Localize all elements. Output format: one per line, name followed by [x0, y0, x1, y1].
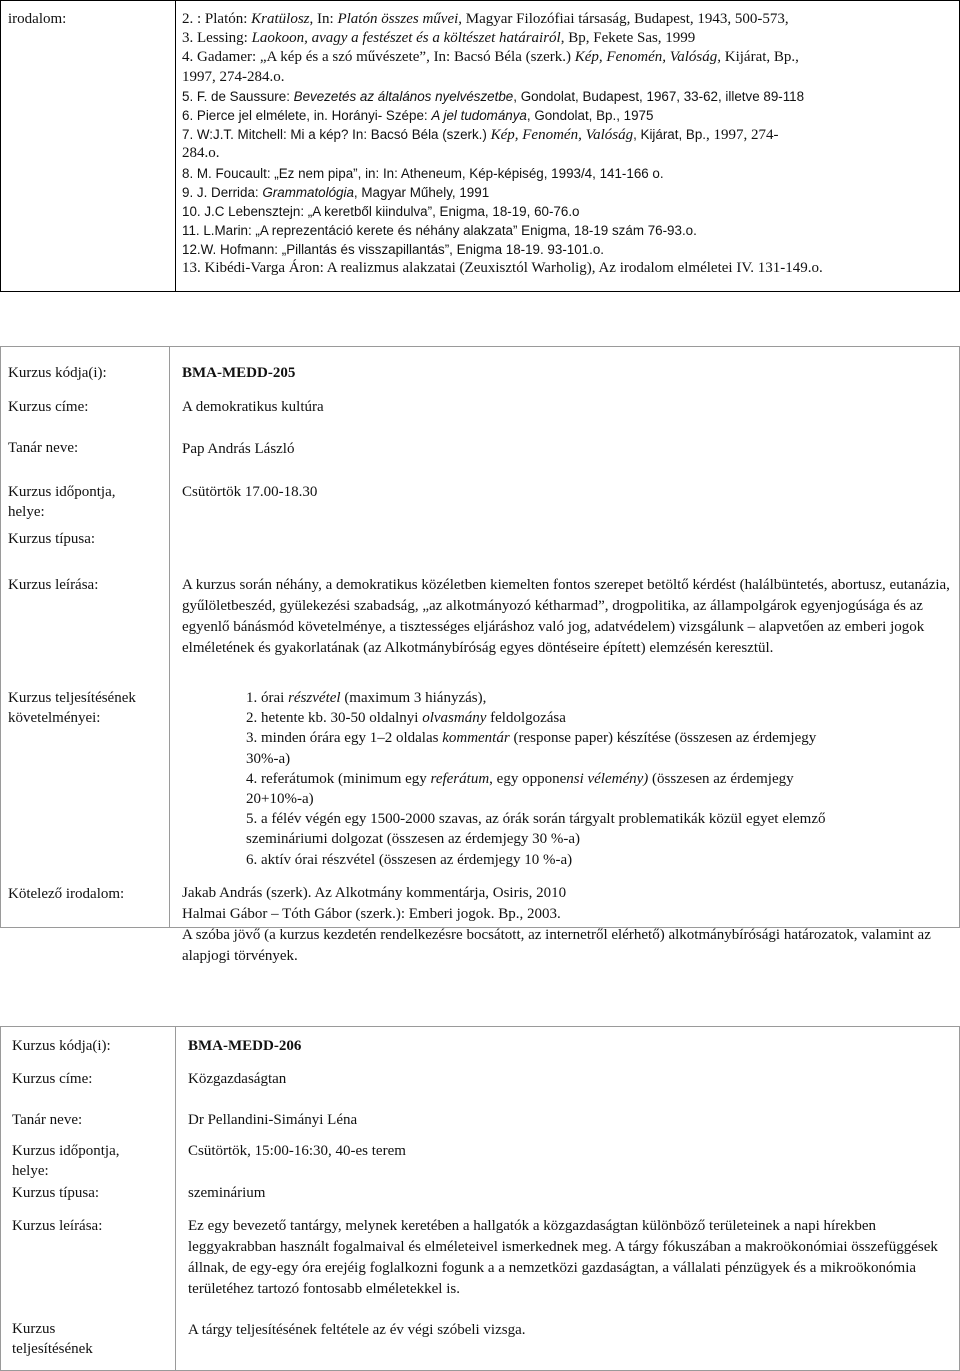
- column-divider: [175, 1027, 176, 1370]
- course-time: Csütörtök, 15:00-16:30, 40-es terem: [188, 1143, 406, 1159]
- requirement-item: 3. minden órára egy 1–2 oldalas kommentár (response paper) készítése (összesen az érdemjegy: [246, 730, 817, 747]
- teacher-label: Tanár neve:: [12, 1112, 83, 1128]
- literature-item: 7. W:J.T. Mitchell: Mi a kép? In: Bacsó Béla (szerk.) Kép, Fenomén, Valóság, Kijárat, Bp., 1997, 274-: [182, 127, 779, 144]
- course-title: Közgazdaságtan: [188, 1071, 287, 1087]
- required-literature: [182, 883, 952, 967]
- literature-item: 8. M. Foucault: „Ez nem pipa”, in: In: Atheneum, Kép-képiség, 1993/4, 141-166 o.: [182, 165, 664, 181]
- literature-table: [0, 0, 960, 292]
- literature-item: 284.o.: [182, 145, 220, 162]
- column-divider: [175, 1, 176, 291]
- time-label: Kurzus időpontja, helye:: [8, 484, 116, 520]
- requirement-item: 20+10%-a): [246, 791, 314, 808]
- requirement-item: 30%-a): [246, 750, 291, 767]
- column-divider: [169, 347, 170, 927]
- requirement-item: 6. aktív órai részvétel (összesen az érdemjegy 10 %-a): [246, 851, 573, 868]
- course-time: Csütörtök 17.00-18.30: [182, 484, 318, 500]
- teacher-name: Dr Pellandini-Simányi Léna: [188, 1112, 358, 1128]
- literature-item: 6. Pierce jel elmélete, in. Horányi- Szépe: A jel tudománya, Gondolat, Bp., 1975: [182, 107, 654, 123]
- course-table-2: [0, 1026, 960, 1371]
- requirement-item: 4. referátumok (minimum egy referátum, egy opponensi vélemény) (összesen az érdemjegy: [246, 770, 794, 787]
- literature-list: [182, 10, 955, 279]
- course-code-label: Kurzus kódja(i):: [8, 365, 107, 381]
- course-code-label: Kurzus kódja(i):: [12, 1038, 111, 1054]
- course-type: szeminárium: [188, 1185, 266, 1201]
- literature-item: 3. Lessing: Laokoon, avagy a festészet és a költészet határairól, Bp, Fekete Sas, 1999: [182, 30, 696, 47]
- course-code: BMA-MEDD-205: [182, 365, 296, 381]
- literature-item: 2. : Platón: Kratülosz, In: Platón összes művei, Magyar Filozófiai társaság, Budapest, 1943, 500-573,: [182, 11, 789, 27]
- literature-label: irodalom:: [8, 11, 67, 27]
- description-label: Kurzus leírása:: [8, 577, 99, 593]
- literature-item: 1997, 274-284.o.: [182, 68, 285, 85]
- course-description: Ez egy bevezető tantárgy, melynek keretében a hallgatók a közgazdaságtan különböző területeinek a napi hírekben leggyakrabban használt fogalmaival és elméleteivel ismerkednek meg. A tárgy fókuszában a makroökonómiai összefüggések állnak, de egy-egy óra erejéig foglalkozni fogunk a a nemzetközi gazdaságtan, a vállalati pénzügyek és a mikroökonómia területéhez tartozó fontosabb elméletekkel is.: [188, 1218, 938, 1297]
- course-title-label: Kurzus címe:: [12, 1071, 93, 1087]
- teacher-label: Tanár neve:: [8, 440, 79, 456]
- course-requirement: A tárgy teljesítésének feltétele az év végi szóbeli vizsga.: [188, 1322, 526, 1338]
- requirement-item: 2. hetente kb. 30-50 oldalnyi olvasmány feldolgozása: [246, 710, 566, 727]
- course-description: A kurzus során néhány, a demokratikus közéletben kiemelten fontos szerepet betöltő kérdést (halálbüntetés, abortusz, eutanázia, gyűlöletbeszéd, gyülekezési szabadság, „az alkotmányozó kétharmad”, drogpolitika, az állampolgárok egyenjogúsága és az egyenlő bánásmód követelménye, a tisztességes eljáráshoz való jog, adatvédelem) vizsgálunk – alapvetően az emberi jogok elméletének és gyakorlatának (az Alkotmánybíróság egyes döntéseire épített) elemzésén keresztül.: [182, 577, 950, 656]
- requirements-label: Kurzus teljesítésének követelményei:: [8, 690, 136, 726]
- time-label: Kurzus időpontja, helye:: [12, 1143, 120, 1179]
- literature-item: 9. J. Derrida: Grammatológia, Magyar Műhely, 1991: [182, 184, 490, 200]
- description-label: Kurzus leírása:: [12, 1218, 103, 1234]
- course-title-label: Kurzus címe:: [8, 399, 89, 415]
- requirement-item: szemináriumi dolgozat (összesen az érdemjegy 30 %-a): [246, 831, 581, 848]
- requirements-list: [246, 688, 946, 870]
- literature-item: 12.W. Hofmann: „Pillantás és visszapillantás”, Enigma 18-19. 93-101.o.: [182, 242, 605, 258]
- literature-entry: A szóba jövő (a kurzus kezdetén rendelkezésre bocsátott, az internetről elérhető) alkotmánybírósági határozatok, valamint az alapjogi törvények.: [182, 927, 931, 964]
- literature-item: 5. F. de Saussure: Bevezetés az általános nyelvészetbe, Gondolat, Budapest, 1967, 33-62, illetve 89-118: [182, 88, 805, 104]
- literature-entry: Jakab András (szerk). Az Alkotmány kommentárja, Osiris, 2010: [182, 885, 567, 901]
- requirements-label: Kurzus teljesítésének: [12, 1321, 93, 1357]
- type-label: Kurzus típusa:: [8, 531, 96, 547]
- literature-entry: Halmai Gábor – Tóth Gábor (szerk.): Emberi jogok. Bp., 2003.: [182, 906, 561, 922]
- course-table-1: [0, 346, 960, 964]
- type-label: Kurzus típusa:: [12, 1185, 100, 1201]
- requirement-item: 1. órai részvétel (maximum 3 hiányzás),: [246, 690, 487, 706]
- course-title: A demokratikus kultúra: [182, 399, 324, 415]
- course-code: BMA-MEDD-206: [188, 1038, 302, 1054]
- literature-label: Kötelező irodalom:: [8, 886, 125, 902]
- teacher-name: Pap András László: [182, 441, 295, 457]
- requirement-item: 5. a félév végén egy 1500-2000 szavas, az órák során tárgyalt problematikák közül egyet elemző: [246, 811, 826, 828]
- literature-item: 10. J.C Lebensztejn: „A keretből kiindulva”, Enigma, 18-19, 60-76.o: [182, 203, 580, 219]
- literature-item: 13. Kibédi-Varga Áron: A realizmus alakzatai (Zeuxisztól Warholig), Az irodalom elméletei IV. 131-149.o.: [182, 260, 823, 277]
- literature-item: 11. L.Marin: „A reprezentáció kerete és néhány alakzata” Enigma, 18-19 szám 76-93.o.: [182, 223, 697, 239]
- literature-item: 4. Gadamer: „A kép és a szó művészete”, In: Bacsó Béla (szerk.) Kép, Fenomén, Valóság, Kijárat, Bp.,: [182, 49, 799, 66]
